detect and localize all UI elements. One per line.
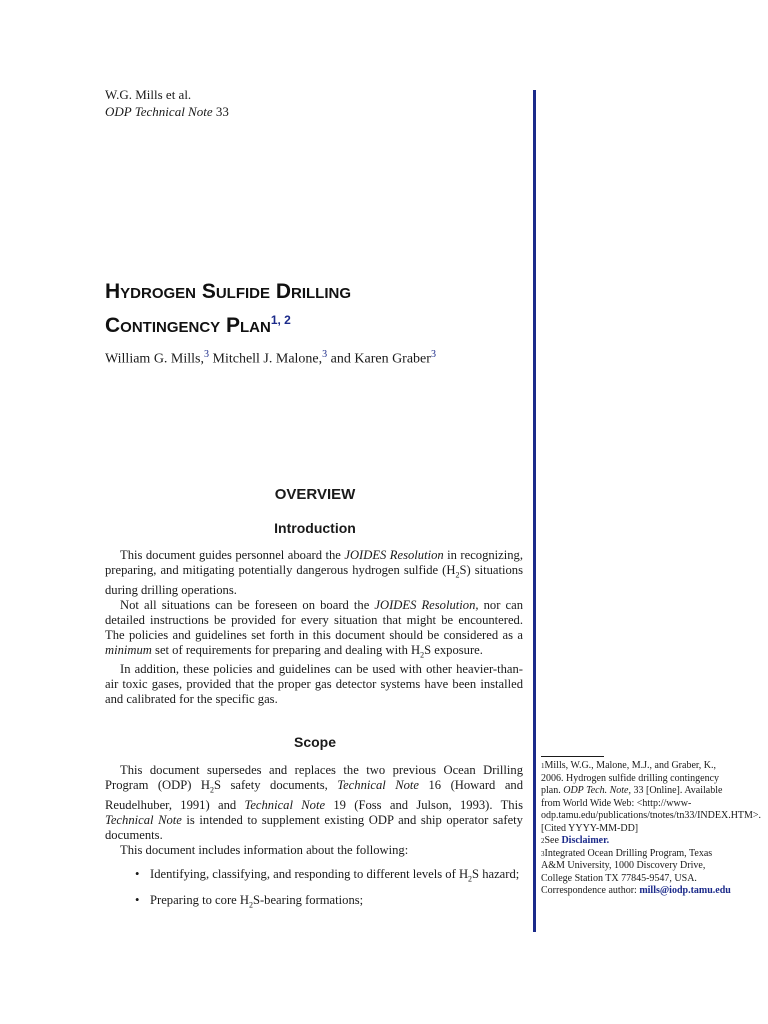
- scope-p1-text-b: S safety documents,: [214, 778, 338, 792]
- intro-p2-text-c: set of requirements for preparing and dealing with H: [151, 642, 421, 657]
- author-1: William G. Mills,: [105, 351, 204, 367]
- scope-p1-text-c: 16 (Howard and Reudelhuber, 1991) and: [105, 778, 524, 812]
- list-item: [105, 893, 523, 913]
- bullet-icon: •: [135, 867, 140, 881]
- scope-paragraph-2: This document includes information about the following:: [120, 842, 409, 857]
- scope-p1-text-e: is intended to supplement existing ODP and ship operator safety documents.: [105, 812, 523, 842]
- bullet-1-subscript: 2: [468, 874, 473, 884]
- footnote-1-journal: ODP Tech. Note,: [563, 785, 631, 796]
- intro-p2-ship-name: JOIDES Resolution,: [374, 597, 479, 612]
- intro-p2-subscript: 2: [420, 650, 425, 660]
- scope-bullet-list: [105, 867, 523, 918]
- intro-paragraph-1: [105, 548, 523, 598]
- footnote-1-mark: 1: [541, 762, 545, 770]
- footnotes: [541, 760, 762, 898]
- scope-body: [105, 763, 523, 858]
- scope-p1-tn-1: Technical Note: [337, 778, 420, 792]
- introduction-heading: Introduction: [274, 520, 356, 536]
- intro-p1-text-a: This document guides personnel aboard the: [120, 548, 345, 562]
- footnote-3-mark: 3: [541, 849, 545, 858]
- list-item: [105, 867, 523, 887]
- running-header: [105, 86, 229, 120]
- header-series: [105, 103, 229, 120]
- bullet-1-text-a: Identifying, classifying, and responding to different levels of H: [150, 867, 469, 881]
- author-1-affiliation-link[interactable]: 3: [204, 349, 209, 360]
- scope-p1-tn-3: Technical Note: [105, 812, 182, 827]
- author-list: [105, 349, 525, 368]
- intro-p2-emphasis: minimum: [105, 642, 152, 657]
- intro-p1-ship-name: JOIDES Resolution: [344, 548, 444, 562]
- intro-p2-text-b: nor can detailed instructions be provided for every situation that might be encountered. The policies and guidelines set forth in this document should be considered as a: [105, 597, 523, 642]
- bullet-icon: •: [135, 892, 140, 907]
- header-authors: W.G. Mills et al.: [105, 87, 192, 102]
- paper-title: [105, 278, 525, 340]
- scope-p1-text-a: This document supersedes and replaces the two previous Ocean Drilling Program (ODP) H: [105, 763, 523, 792]
- footnote-divider: [541, 756, 604, 757]
- email-link[interactable]: mills@iodp.tamu.edu: [639, 885, 731, 896]
- bullet-2-subscript: 2: [248, 900, 253, 910]
- bullet-2-text-b: S-bearing formations;: [252, 892, 364, 907]
- footnote-3-text: Integrated Ocean Drilling Program, Texas A&M University, 1000 Discovery Drive, College Station TX 77845-9547, USA. Correspondence author:: [541, 847, 713, 896]
- title-line-2: [105, 306, 525, 340]
- author-2-affiliation-link[interactable]: 3: [322, 349, 328, 360]
- intro-p1-text-c: S) situations during drilling operations.: [105, 563, 523, 597]
- author-2: Mitchell J. Malone,: [209, 351, 323, 367]
- intro-p2-text-a: Not all situations can be foreseen on board the: [120, 597, 375, 612]
- footnote-2-mark: 2: [541, 837, 545, 845]
- header-series-number: 33: [212, 104, 229, 119]
- bullet-1-text-b: S hazard;: [472, 867, 520, 881]
- intro-p1-text-b: in recognizing, preparing, and mitigating potentially dangerous hydrogen sulfide (H: [105, 548, 524, 577]
- intro-paragraph-3: In addition, these policies and guidelines can be used with other heavier-than-air toxic gases, provided that the proper gas detector systems have been installed and calibrated for the specific gas.: [105, 662, 523, 707]
- scope-paragraph-1: [105, 763, 523, 843]
- overview-heading: OVERVIEW: [274, 486, 356, 503]
- footnote-1-text-a: Mills, W.G., Malone, M.J., and Graber, K., 2006. Hydrogen sulfide drilling contingency plan.: [541, 760, 720, 796]
- title-footnote-link[interactable]: 1, 2: [270, 313, 291, 327]
- footnote-1-text-b: 33 [Online]. Available from World Wide Web: <http://www-odp.tamu.edu/publications/tnotes/tn33/INDEX.HTM>. [Cited YYYY-MM-DD]: [541, 785, 762, 834]
- intro-p2-text-d: S exposure.: [424, 642, 483, 657]
- disclaimer-link[interactable]: Disclaimer.: [561, 835, 610, 846]
- footnote-1: [541, 760, 762, 835]
- bullet-2-text-a: Preparing to core H: [150, 892, 249, 907]
- intro-p1-subscript: 2: [455, 570, 460, 580]
- intro-paragraph-2: [105, 598, 523, 663]
- title-line-1: Hydrogen Sulfide Drilling: [105, 280, 352, 303]
- author-3: and Karen Graber: [327, 351, 431, 367]
- footnote-3: [541, 848, 731, 898]
- scope-p1-text-d: 19 (Foss and Julson, 1993). This: [325, 797, 523, 812]
- introduction-body: [105, 548, 523, 707]
- scope-p1-subscript: 2: [210, 785, 215, 795]
- footnote-2: [541, 835, 731, 848]
- scope-p1-tn-2: Technical Note: [244, 797, 326, 812]
- footnote-2-text: See: [544, 835, 562, 846]
- header-series-name: ODP Technical Note: [105, 104, 213, 119]
- scope-heading: Scope: [293, 734, 336, 750]
- title-line-2-text: Contingency Plan: [105, 314, 271, 337]
- author-3-affiliation-link[interactable]: 3: [430, 349, 436, 360]
- margin-rule: [533, 90, 536, 932]
